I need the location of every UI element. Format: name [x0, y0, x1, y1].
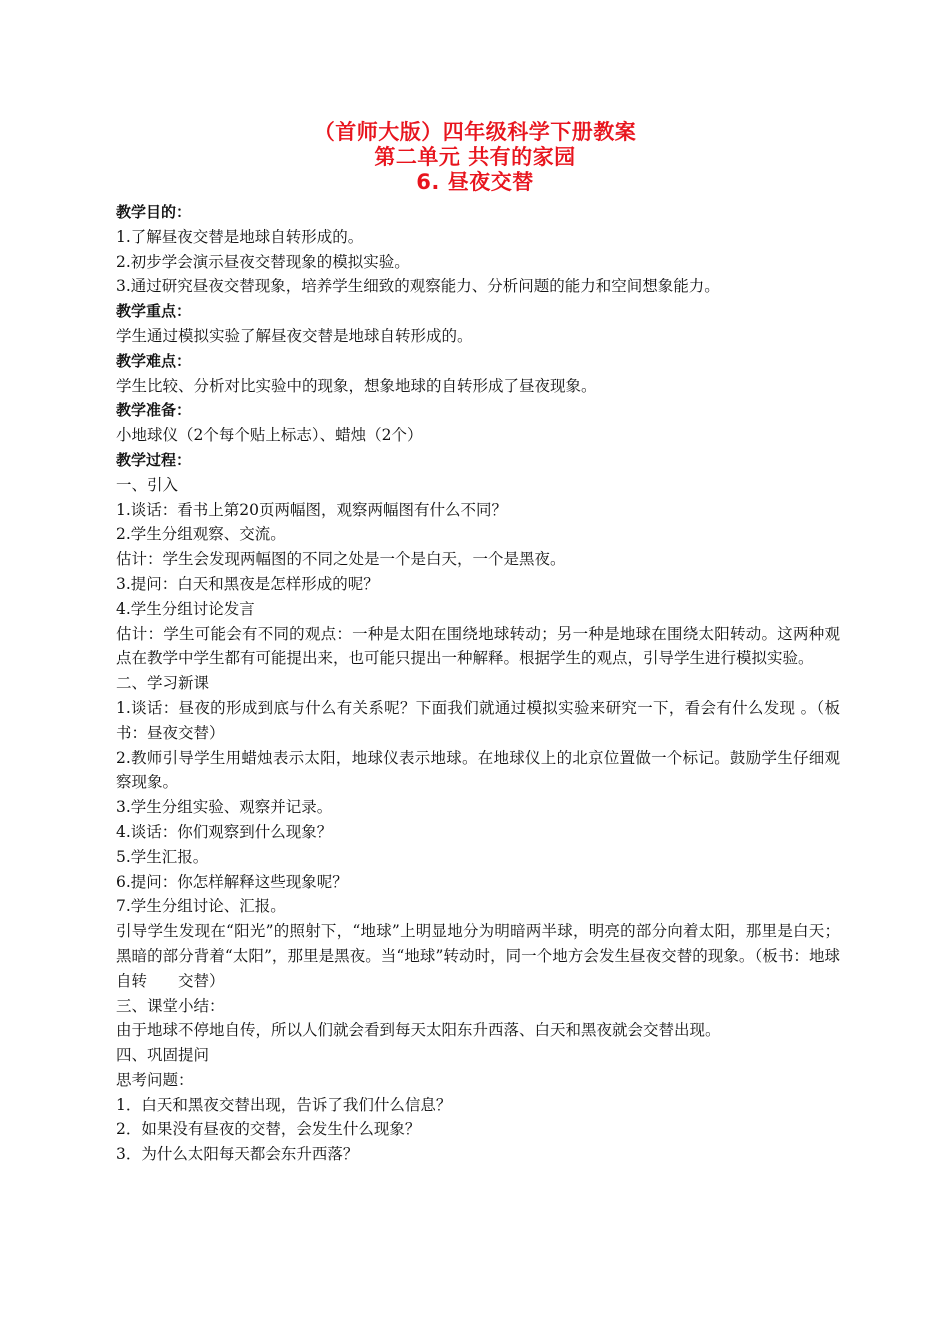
process-step: 思考问题：: [116, 1070, 194, 1089]
process-step: 1.谈话：看书上第20页两幅图，观察两幅图有什么不同？: [116, 500, 508, 519]
process-step: 四、巩固提问: [116, 1046, 210, 1065]
summary-text: 由于地球不停地自传，所以人们就会看到每天太阳东升西落、白天和黑夜就会交替出现。: [116, 1021, 721, 1040]
section-heading-objectives: 教学目的：: [116, 203, 192, 221]
document-title: [0, 120, 950, 195]
question-item: 1．白天和黑夜交替出现，告诉了我们什么信息？: [116, 1095, 452, 1114]
document-body: [116, 200, 840, 1167]
objective-item: 3.通过研究昼夜交替现象，培养学生细致的观察能力、分析问题的能力和空间想象能力。: [116, 277, 720, 296]
title-line-3: 6. 昼夜交替: [416, 170, 534, 194]
process-step: 二、学习新课: [116, 674, 210, 693]
objective-item: 2.初步学会演示昼夜交替现象的模拟实验。: [116, 252, 410, 271]
process-step: 5.学生汇报。: [116, 847, 209, 866]
process-step: 6.提问：你怎样解释这些现象呢？: [116, 872, 348, 891]
process-step: 7.学生分组讨论、汇报。: [116, 897, 286, 916]
preparation-text: 小地球仪（2个每个贴上标志）、蜡烛（2个）: [116, 426, 423, 445]
title-line-2: 第二单元 共有的家园: [374, 145, 576, 169]
process-step: 4.谈话：你们观察到什么现象？: [116, 822, 333, 841]
process-paragraph: 2.教师引导学生用蜡烛表示太阳，地球仪表示地球。在地球仪上的北京位置做一个标记。鼓励学生仔细观察现象。: [116, 748, 840, 792]
process-paragraph: 1.谈话：昼夜的形成到底与什么有关系呢？下面我们就通过模拟实验来研究一下，看会有什么发现 。（板书：昼夜交替）: [116, 698, 840, 742]
section-heading-key-points: 教学重点：: [116, 302, 192, 321]
difficulty-text: 学生比较、分析对比实验中的现象，想象地球的自转形成了昼夜现象。: [116, 376, 597, 395]
key-point-text: 学生通过模拟实验了解昼夜交替是地球自转形成的。: [116, 326, 473, 345]
process-step: 4.学生分组讨论发言: [116, 599, 255, 618]
process-step: 一、引入: [116, 475, 179, 494]
title-line-1: （首师大版）四年级科学下册教案: [313, 120, 637, 144]
process-paragraph: 估计：学生可能会有不同的观点：一种是太阳在围绕地球转动；另一种是地球在围绕太阳转动。这两种观点在教学中学生都有可能提出来，也可能只提出一种解释。根据学生的观点，引导学生进行模拟实验。: [116, 624, 840, 668]
process-step: 2.学生分组观察、交流。: [116, 525, 286, 544]
section-heading-process: 教学过程：: [116, 450, 192, 469]
process-step: 3.提问：白天和黑夜是怎样形成的呢？: [116, 574, 379, 593]
process-step: 三、课堂小结：: [116, 996, 225, 1015]
objective-item: 1.了解昼夜交替是地球自转形成的。: [116, 227, 364, 246]
process-paragraph: 引导学生发现在“阳光”的照射下，“地球”上明显地分为明暗两半球，明亮的部分向着太阳，那里是白天；黑暗的部分背着“太阳”，那里是黑夜。当“地球”转动时，同一个地方会发生昼夜交替的现象。（板书：地球自转 交替）: [116, 922, 840, 990]
question-item: 2．如果没有昼夜的交替，会发生什么现象？: [116, 1120, 421, 1139]
section-heading-preparation: 教学准备：: [116, 401, 192, 420]
process-step: 3.学生分组实验、观察并记录。: [116, 798, 333, 817]
section-heading-difficulties: 教学难点：: [116, 351, 192, 370]
process-step: 估计：学生会发现两幅图的不同之处是一个是白天，一个是黑夜。: [116, 550, 566, 569]
question-item: 3．为什么太阳每天都会东升西落？: [116, 1145, 359, 1164]
